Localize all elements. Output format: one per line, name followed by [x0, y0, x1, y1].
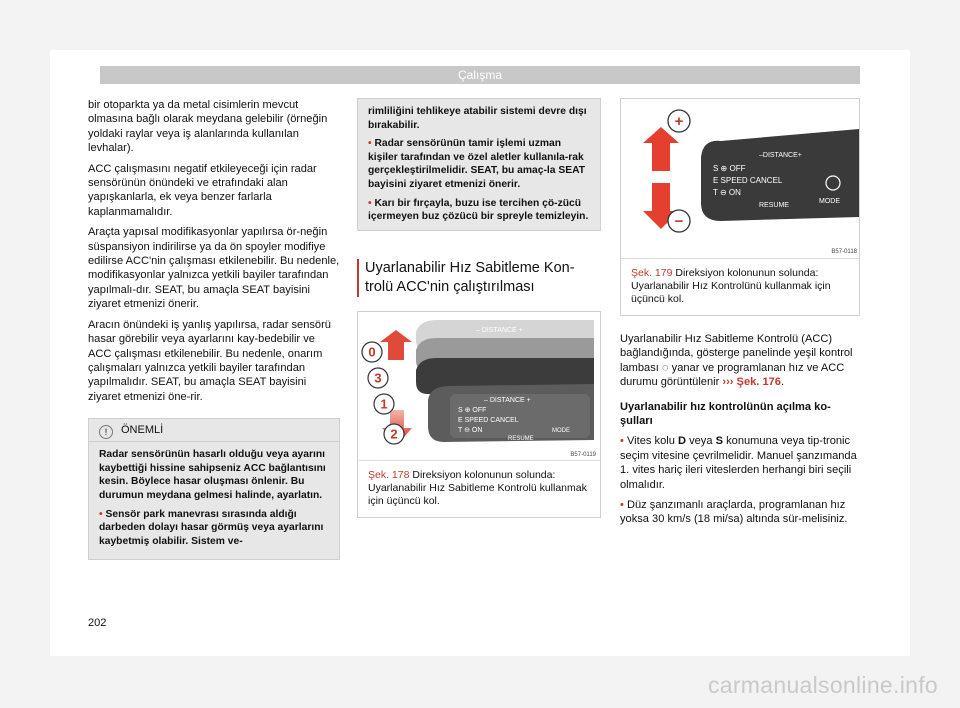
svg-text:MODE: MODE: [819, 198, 840, 205]
svg-text:– DISTANCE +: – DISTANCE +: [484, 396, 531, 404]
figure-image: [621, 99, 859, 259]
svg-text:T ⊖ ON: T ⊖ ON: [713, 188, 741, 197]
position-marker-2: [384, 424, 404, 444]
section-heading: Uyarlanabilir Hız Sabitleme Kon-trolü ACC'nin çalıştırılması: [357, 259, 601, 297]
svg-text:S ⊕ OFF: S ⊕ OFF: [458, 406, 487, 414]
warning-box: [88, 418, 340, 560]
figure-code: B57-0119: [570, 451, 596, 458]
bullet-icon: •: [368, 197, 372, 209]
warning-bullet-item: • Radar sensörünün tamir işlemi uzman kişiler tarafından ve özel aletler kullanıla-rak gerçekleştirilmelidir. SEAT, bu amaç-la SEAT bayisini ziyaret etmenizi önerir.: [368, 138, 586, 190]
figure-179: [620, 98, 860, 316]
paragraph: bir otoparkta ya da metal cisimlerin mevcut olmasına bağlı olarak meydana gelebilir (örneğin yoldaki raylar veya iş alanlarında kullanılan levhalar).: [88, 99, 328, 155]
lever-diagram: [358, 312, 602, 460]
svg-text:–DISTANCE+: –DISTANCE+: [759, 152, 802, 159]
paragraph: Araçta yapısal modifikasyonlar yapılırsa ör-neğin süspansiyon indirilirse ya da ön spoyler modifiye edilirse ACC'nin çalışması etkilenebilir. Bu nedenle, modifikasyonlar yalnızca yetkili bayiler tarafından yapılmalı-dır. SEAT, bu amaçla SEAT bayisini ziyaret etmenizi önerir.: [88, 226, 340, 311]
section-header: Çalışma: [100, 66, 860, 84]
column-3: [620, 98, 860, 533]
marker-label: 2: [390, 426, 398, 442]
warning-text: Radar sensörünün hasarlı olduğu veya ayarını kaybettiği hissine sahipseniz ACC bağlantısını kesin. Böylece hasar oluşması önlenir. Bu durumun meydana gelmesi halinde, ayarlatın.: [99, 449, 326, 501]
figure-image: [358, 312, 600, 461]
watermark: carmanualsonline.info: [707, 672, 938, 698]
warning-icon: !: [99, 425, 113, 439]
subheading: Uyarlanabilir hız kontrolünün açılma ko-şulları: [620, 400, 831, 428]
plus-label: +: [674, 113, 684, 130]
acc-lamp-icon: ◌: [661, 361, 669, 374]
figure-reference-link[interactable]: ››› Şek. 176: [722, 376, 781, 389]
svg-text:E SPEED CANCEL: E SPEED CANCEL: [458, 416, 519, 424]
arrow-up-icon: [380, 330, 412, 360]
warning-bullet-item: • Sensör park manevrası sırasında aldığı darbeden dolayı hasar görmüş veya ayarlarını kaybetmiş olabilir. Sistem ve-: [99, 508, 324, 547]
figure-178: [357, 311, 601, 518]
caption-text: Direksiyon kolonunun solunda: Uyarlanabilir Hız Kontrolünü kullanmak için üçüncü kol.: [631, 267, 831, 305]
column-1: [88, 98, 340, 560]
distance-label: – DISTANCE +: [476, 326, 523, 334]
svg-text:RESUME: RESUME: [508, 435, 534, 442]
bullet-item: • Düz şanzımanlı araçlarda, programlanan hız yoksa 30 km/s (18 mi/sa) altında sür-melisiniz.: [620, 499, 848, 526]
marker-label: 0: [368, 344, 376, 360]
warning-text: rimliliğini tehlikeye atabilir sistemi devre dışı bırakabilir.: [368, 106, 587, 131]
position-marker-1: [374, 394, 394, 414]
warning-title: ÖNEMLİ: [121, 424, 164, 437]
figure-caption: [358, 461, 600, 517]
arrow-up-icon: [643, 127, 679, 171]
svg-text:S ⊕ OFF: S ⊕ OFF: [713, 164, 746, 173]
bullet-item: • Vites kolu D veya S konumuna veya tip-tronic seçim vitesine çevrilmelidir. Manuel şanzımanda 1. vites hariç ileri viteslerden herhangi biri seçili olmalıdır.: [620, 435, 857, 491]
column-2: [357, 98, 601, 518]
position-marker-0: [362, 342, 382, 362]
figure-caption: [621, 259, 859, 315]
warning-bullet-item: • Karı bir fırçayla, buzu ise tercihen çö-zücü içermeyen buz çözücü bir spreyle temizleyin.: [368, 197, 589, 223]
svg-text:T ⊖ ON: T ⊖ ON: [458, 426, 483, 434]
paragraph: ACC çalışmasını negatif etkileyeceği için radar sensörünün önündeki ve etrafındaki alan yapışkanlarla, ek veya benzer farlarla kaplanmamalıdır.: [88, 162, 317, 218]
lever-diagram: [621, 99, 861, 258]
paragraph: Uyarlanabilir Hız Sabitleme Kontrolü (ACC) bağlandığında, gösterge panelinde yeşil kontrol lambası ◌ yanar ve programlanan hız ve ACC durumu görüntülenir ››› Şek. 176.: [620, 333, 853, 389]
warning-box-continued: [357, 98, 601, 231]
bullet-icon: •: [620, 499, 624, 512]
warning-header: [89, 419, 339, 442]
bullet-icon: •: [99, 508, 103, 520]
marker-label: 3: [374, 370, 382, 386]
minus-label: −: [674, 213, 684, 230]
paragraph: Aracın önündeki iş yanlış yapılırsa, radar sensörü hasar görebilir veya ayarlarını kay-bedebilir ve ACC çalışması etkilenebilir. Bu nedenle, onarım çalışmaları yalnızca yetkili bayiler tarafından yapılmalıdır. SEAT, bu amaçla SEAT bayisini ziyaret etmenizi öne-rir.: [88, 318, 331, 403]
caption-ref: Şek. 178: [368, 468, 410, 481]
svg-text:RESUME: RESUME: [759, 202, 789, 209]
svg-text:E SPEED CANCEL: E SPEED CANCEL: [713, 176, 783, 185]
svg-text:MODE: MODE: [552, 427, 570, 434]
warning-body: [89, 442, 339, 559]
caption-ref: Şek. 179: [631, 267, 673, 279]
marker-label: 1: [380, 396, 388, 412]
position-marker-3: [368, 368, 388, 388]
caption-text: Direksiyon kolonunun solunda: Uyarlanabilir Hız Sabitleme Kontrolü kullanmak için üçüncü kol.: [368, 468, 587, 507]
bullet-icon: •: [368, 138, 372, 150]
figure-code: B57-0118: [831, 249, 857, 255]
bullet-icon: •: [620, 435, 624, 448]
page-number: 202: [88, 617, 107, 629]
